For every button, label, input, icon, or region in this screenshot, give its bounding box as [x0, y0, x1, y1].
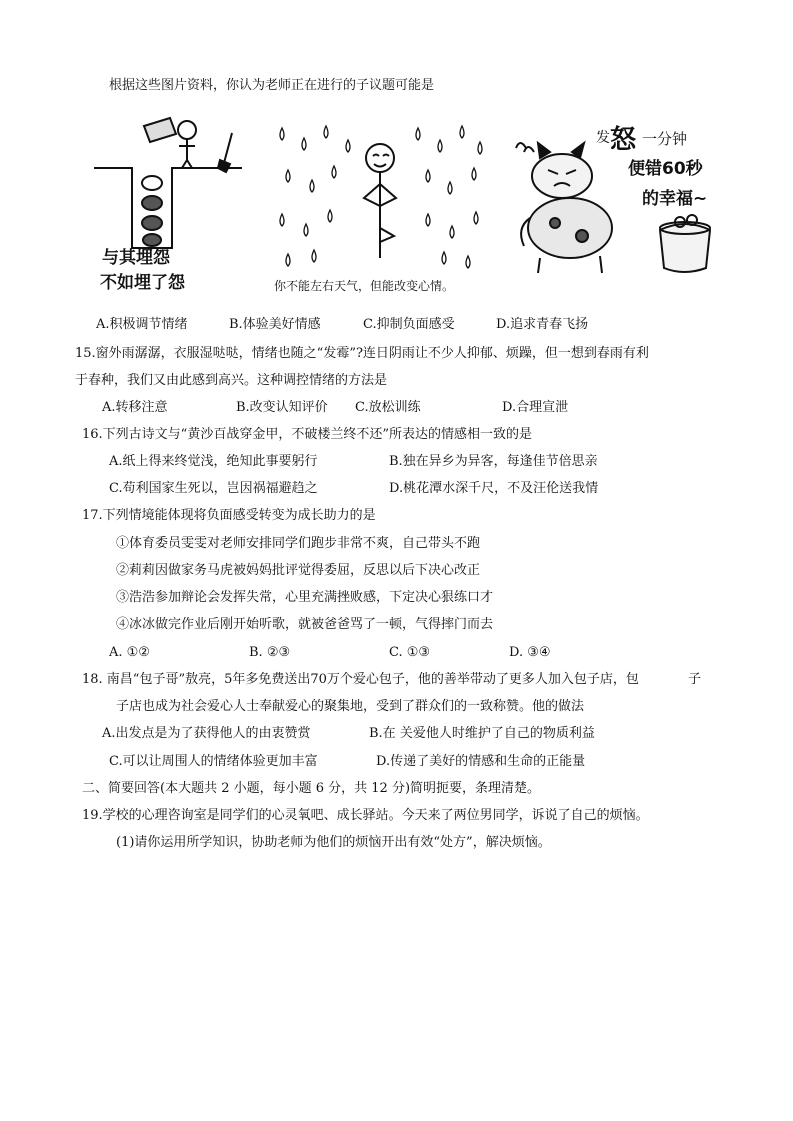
cartoon-angry-cat	[510, 118, 735, 283]
q17-option-c[interactable]: C. ①③	[389, 645, 431, 660]
q15-option-d[interactable]: D.合理宣泄	[502, 400, 569, 415]
cartoon-rain-mood	[268, 118, 493, 298]
q17-option-a[interactable]: A. ①②	[109, 645, 150, 660]
q17-item-2: ②莉莉因做家务马虎被妈妈批评觉得委屈，反思以后下决心改正	[116, 563, 481, 578]
cartoon-bury-complaints	[92, 108, 252, 293]
yoga-figure-icon	[364, 144, 396, 258]
q18-option-b[interactable]: B.在 关爱他人时维护了自己的物质利益	[369, 726, 595, 741]
right-text-nu: 怒	[610, 125, 637, 155]
right-text-happiness: 的幸福~	[642, 189, 708, 209]
q15-option-a[interactable]: A.转移注意	[102, 400, 168, 415]
left-caption-line1: 与其埋怨	[102, 248, 170, 268]
q17-item-3: ③浩浩参加辩论会发挥失常，心里充满挫败感，下定决心狠练口才	[116, 590, 494, 605]
q15-option-b[interactable]: B.改变认知评价	[236, 400, 328, 415]
q14-option-c[interactable]: C.抑制负面感受	[363, 317, 455, 332]
question-intro: 根据这些图片资料，你认为老师正在进行的子议题可能是	[109, 78, 435, 93]
q16-option-c[interactable]: C.苟利国家生死以，岂因祸福避趋之	[109, 481, 318, 496]
q18-option-a[interactable]: A.出发点是为了获得他人的由衷赞赏	[102, 726, 311, 741]
q18-stem-line2: 子店也成为社会爱心人士奉献爱心的聚集地，受到了群众们的一致称赞。他的做法	[116, 699, 585, 714]
right-text-lose: 便错60秒	[628, 159, 703, 179]
q17-item-4: ④冰冰做完作业后刚开始听歌，就被爸爸骂了一顿，气得摔门而去	[116, 617, 494, 632]
money-pot-icon	[660, 215, 710, 272]
right-text-fa: 发	[596, 130, 610, 146]
angry-cat-icon	[516, 143, 612, 273]
q14-option-a[interactable]: A.积极调节情绪	[96, 317, 188, 332]
q19-subquestion-1: (1)请你运用所学知识，协助老师为他们的烦恼开出有效“处方”，解决烦恼。	[116, 835, 551, 850]
q16-stem: 16.下列古诗文与“黄沙百战穿金甲，不破楼兰终不还”所表达的情感相一致的是	[82, 427, 532, 442]
q15-stem-line1: 15.窗外雨潺潺，衣服湿哒哒，情绪也随之“发霉”?连日阴雨让不少人抑郁、烦躁，但一想到春雨有利	[75, 346, 649, 361]
right-text-minute: 一分钟	[642, 130, 688, 148]
q16-option-d[interactable]: D.桃花潭水深千尺，不及汪伦送我情	[389, 481, 599, 496]
left-caption-line2: 不如埋了怨	[100, 273, 185, 293]
q14-option-b[interactable]: B.体验美好情感	[229, 317, 321, 332]
middle-caption: 你不能左右天气，但能改变心情。	[274, 279, 455, 293]
q18-stem-line1: 18. 南昌“包子哥”敖亮，5年多免费送出70万个爱心包子，他的善举带动了更多人加入包子店，包	[82, 672, 639, 687]
q17-item-1: ①体育委员雯雯对老师安排同学们跑步非常不爽，自己带头不跑	[116, 536, 481, 551]
q18-stem-line1-tail: 子	[688, 672, 702, 687]
q15-stem-line2: 于春种，我们又由此感到高兴。这种调控情绪的方法是	[75, 373, 388, 388]
q15-option-c[interactable]: C.放松训练	[355, 400, 421, 415]
q17-option-b[interactable]: B. ②③	[249, 645, 291, 660]
q18-option-d[interactable]: D.传递了美好的情感和生命的正能量	[376, 754, 586, 769]
q19-stem: 19.学校的心理咨询室是同学们的心灵氧吧、成长驿站。今天来了两位男同学，诉说了自己的烦恼。	[82, 808, 649, 823]
q17-stem: 17.下列情境能体现将负面感受转变为成长助力的是	[82, 508, 376, 523]
section-2-heading: 二、简要回答(本大题共 2 小题，每小题 6 分，共 12 分)简明扼要，条理清楚。	[82, 781, 541, 796]
q17-option-d[interactable]: D. ③④	[509, 645, 551, 660]
q18-option-c[interactable]: C.可以让周围人的情绪体验更加丰富	[109, 754, 318, 769]
digging-scene-icon	[94, 118, 242, 248]
q14-option-d[interactable]: D.追求青春飞扬	[496, 317, 589, 332]
q16-option-a[interactable]: A.纸上得来终觉浅，绝知此事要躬行	[109, 454, 318, 469]
q16-option-b[interactable]: B.独在异乡为异客，每逢佳节倍思亲	[389, 454, 598, 469]
